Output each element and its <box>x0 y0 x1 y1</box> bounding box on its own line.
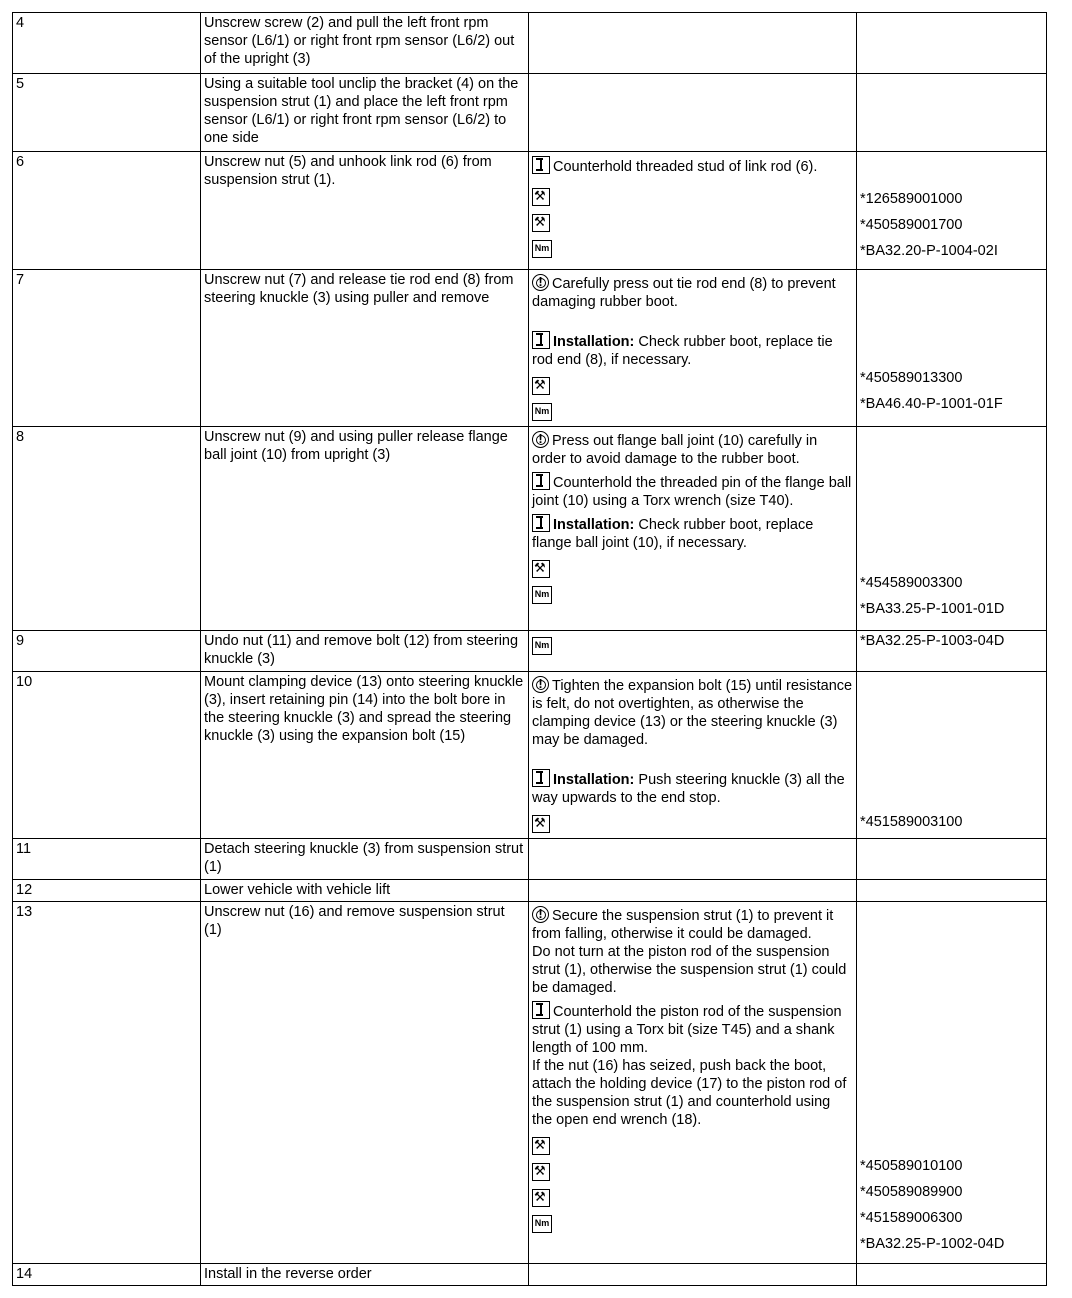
step-description: Unscrew nut (7) and release tie rod end (8) from steering knuckle (3) using puller and remove <box>201 270 529 427</box>
warning-text: Tighten the expansion bolt (15) until resistance is felt, do not overtighten, as otherwise the clamping device (13) or the steering knuckle (3) may be damaged. <box>532 678 853 748</box>
table-row <box>13 672 1047 839</box>
warning-text: Press out flange ball joint (10) carefully in order to avoid damage to the rubber boot. <box>532 433 818 467</box>
step-number: 10 <box>13 672 201 839</box>
step-notes <box>529 631 857 672</box>
installation-label: Installation: <box>553 517 635 533</box>
step-refs <box>857 902 1047 1264</box>
tool-reference-link[interactable]: *450589001700 <box>860 217 963 233</box>
step-number: 6 <box>13 152 201 270</box>
table-row <box>13 902 1047 1264</box>
special-tool-icon <box>532 188 550 206</box>
step-description: Unscrew nut (5) and unhook link rod (6) from suspension strut (1). <box>201 152 529 270</box>
step-number: 13 <box>13 902 201 1264</box>
step-notes <box>529 74 857 152</box>
step-number: 12 <box>13 880 201 902</box>
special-tool-icon <box>532 560 550 578</box>
torque-icon <box>532 637 552 655</box>
torque-reference-link[interactable]: *BA32.25-P-1002-04D <box>860 1236 1005 1252</box>
torque-reference-link[interactable]: *BA32.25-P-1003-04D <box>860 633 1005 649</box>
tool-reference-link[interactable]: *126589001000 <box>860 191 963 207</box>
installation-text: Push steering knuckle (3) all the way upwards to the end stop. <box>532 772 845 806</box>
torque-reference-link[interactable]: *BA32.20-P-1004-02I <box>860 243 998 259</box>
note-text-2: If the nut (16) has seized, push back the boot, attach the holding device (17) to the piston rod of the suspension strut (1) and counterhold using the open end wrench (18). <box>532 1058 847 1128</box>
step-refs <box>857 74 1047 152</box>
step-description: Detach steering knuckle (3) from suspension strut (1) <box>201 839 529 880</box>
procedure-table <box>12 12 1047 1286</box>
installation-label: Installation: <box>553 772 635 788</box>
step-description: Mount clamping device (13) onto steering knuckle (3), insert retaining pin (14) into the bolt bore in the steering knuckle (3) and spread the steering knuckle (3) using the expansion bolt (15) <box>201 672 529 839</box>
installation-text: Check rubber boot, replace flange ball joint (10), if necessary. <box>532 517 814 551</box>
torque-icon <box>532 240 552 258</box>
special-tool-icon <box>532 1137 550 1155</box>
step-number: 5 <box>13 74 201 152</box>
step-refs <box>857 13 1047 74</box>
table-row <box>13 13 1047 74</box>
step-description: Unscrew screw (2) and pull the left front rpm sensor (L6/1) or right front rpm sensor (L6/2) out of the upright (3) <box>201 13 529 74</box>
table-row <box>13 427 1047 631</box>
caution-icon <box>532 676 549 693</box>
tool-reference-link[interactable]: *451589003100 <box>860 814 963 830</box>
step-description: Unscrew nut (9) and using puller release flange ball joint (10) from upright (3) <box>201 427 529 631</box>
step-description: Install in the reverse order <box>201 1264 529 1286</box>
info-icon <box>532 472 550 490</box>
step-description: Using a suitable tool unclip the bracket (4) on the suspension strut (1) and place the left front rpm sensor (L6/1) or right front rpm sensor (L6/2) to one side <box>201 74 529 152</box>
table-row <box>13 839 1047 880</box>
tool-reference-link[interactable]: *454589003300 <box>860 575 963 591</box>
step-number: 4 <box>13 13 201 74</box>
table-row <box>13 152 1047 270</box>
step-refs <box>857 672 1047 839</box>
step-number: 8 <box>13 427 201 631</box>
step-notes <box>529 839 857 880</box>
table-row <box>13 880 1047 902</box>
step-refs <box>857 270 1047 427</box>
special-tool-icon <box>532 1189 550 1207</box>
step-notes <box>529 152 857 270</box>
step-notes <box>529 880 857 902</box>
info-icon <box>532 514 550 532</box>
step-refs <box>857 631 1047 672</box>
step-description: Undo nut (11) and remove bolt (12) from steering knuckle (3) <box>201 631 529 672</box>
table-row <box>13 1264 1047 1286</box>
step-number: 7 <box>13 270 201 427</box>
special-tool-icon <box>532 214 550 232</box>
step-number: 9 <box>13 631 201 672</box>
info-icon <box>532 331 550 349</box>
caution-icon <box>532 274 549 291</box>
special-tool-icon <box>532 1163 550 1181</box>
tool-reference-link[interactable]: *450589010100 <box>860 1158 963 1174</box>
table-row <box>13 270 1047 427</box>
warning-text-2: Do not turn at the piston rod of the suspension strut (1), otherwise the suspension strut (1) could be damaged. <box>532 944 847 996</box>
tool-reference-link[interactable]: *451589006300 <box>860 1210 963 1226</box>
step-description: Unscrew nut (16) and remove suspension strut (1) <box>201 902 529 1264</box>
step-notes <box>529 427 857 631</box>
step-refs <box>857 880 1047 902</box>
table-row <box>13 74 1047 152</box>
step-refs <box>857 427 1047 631</box>
step-refs <box>857 152 1047 270</box>
torque-reference-link[interactable]: *BA33.25-P-1001-01D <box>860 601 1005 617</box>
installation-text: Check rubber boot, replace tie rod end (8), if necessary. <box>532 334 833 368</box>
step-notes <box>529 1264 857 1286</box>
step-refs <box>857 1264 1047 1286</box>
step-refs <box>857 839 1047 880</box>
torque-reference-link[interactable]: *BA46.40-P-1001-01F <box>860 396 1003 412</box>
step-notes <box>529 270 857 427</box>
tool-reference-link[interactable]: *450589089900 <box>860 1184 963 1200</box>
special-tool-icon <box>532 815 550 833</box>
tool-reference-link[interactable]: *450589013300 <box>860 370 963 386</box>
info-icon <box>532 1001 550 1019</box>
torque-icon <box>532 403 552 421</box>
step-number: 14 <box>13 1264 201 1286</box>
caution-icon <box>532 906 549 923</box>
table-row <box>13 631 1047 672</box>
step-description: Lower vehicle with vehicle lift <box>201 880 529 902</box>
special-tool-icon <box>532 377 550 395</box>
step-notes <box>529 13 857 74</box>
step-notes <box>529 672 857 839</box>
installation-label: Installation: <box>553 334 635 350</box>
warning-text: Secure the suspension strut (1) to prevent it from falling, otherwise it could be damaged. <box>532 908 834 942</box>
note-text: Counterhold threaded stud of link rod (6). <box>553 159 818 175</box>
warning-text: Carefully press out tie rod end (8) to prevent damaging rubber boot. <box>532 276 836 310</box>
step-number: 11 <box>13 839 201 880</box>
info-icon <box>532 769 550 787</box>
note-text: Counterhold the threaded pin of the flange ball joint (10) using a Torx wrench (size T40). <box>532 475 852 509</box>
caution-icon <box>532 431 549 448</box>
note-text: Counterhold the piston rod of the suspension strut (1) using a Torx bit (size T45) and a shank length of 100 mm. <box>532 1004 842 1056</box>
torque-icon <box>532 1215 552 1233</box>
step-notes <box>529 902 857 1264</box>
info-icon <box>532 156 550 174</box>
torque-icon <box>532 586 552 604</box>
